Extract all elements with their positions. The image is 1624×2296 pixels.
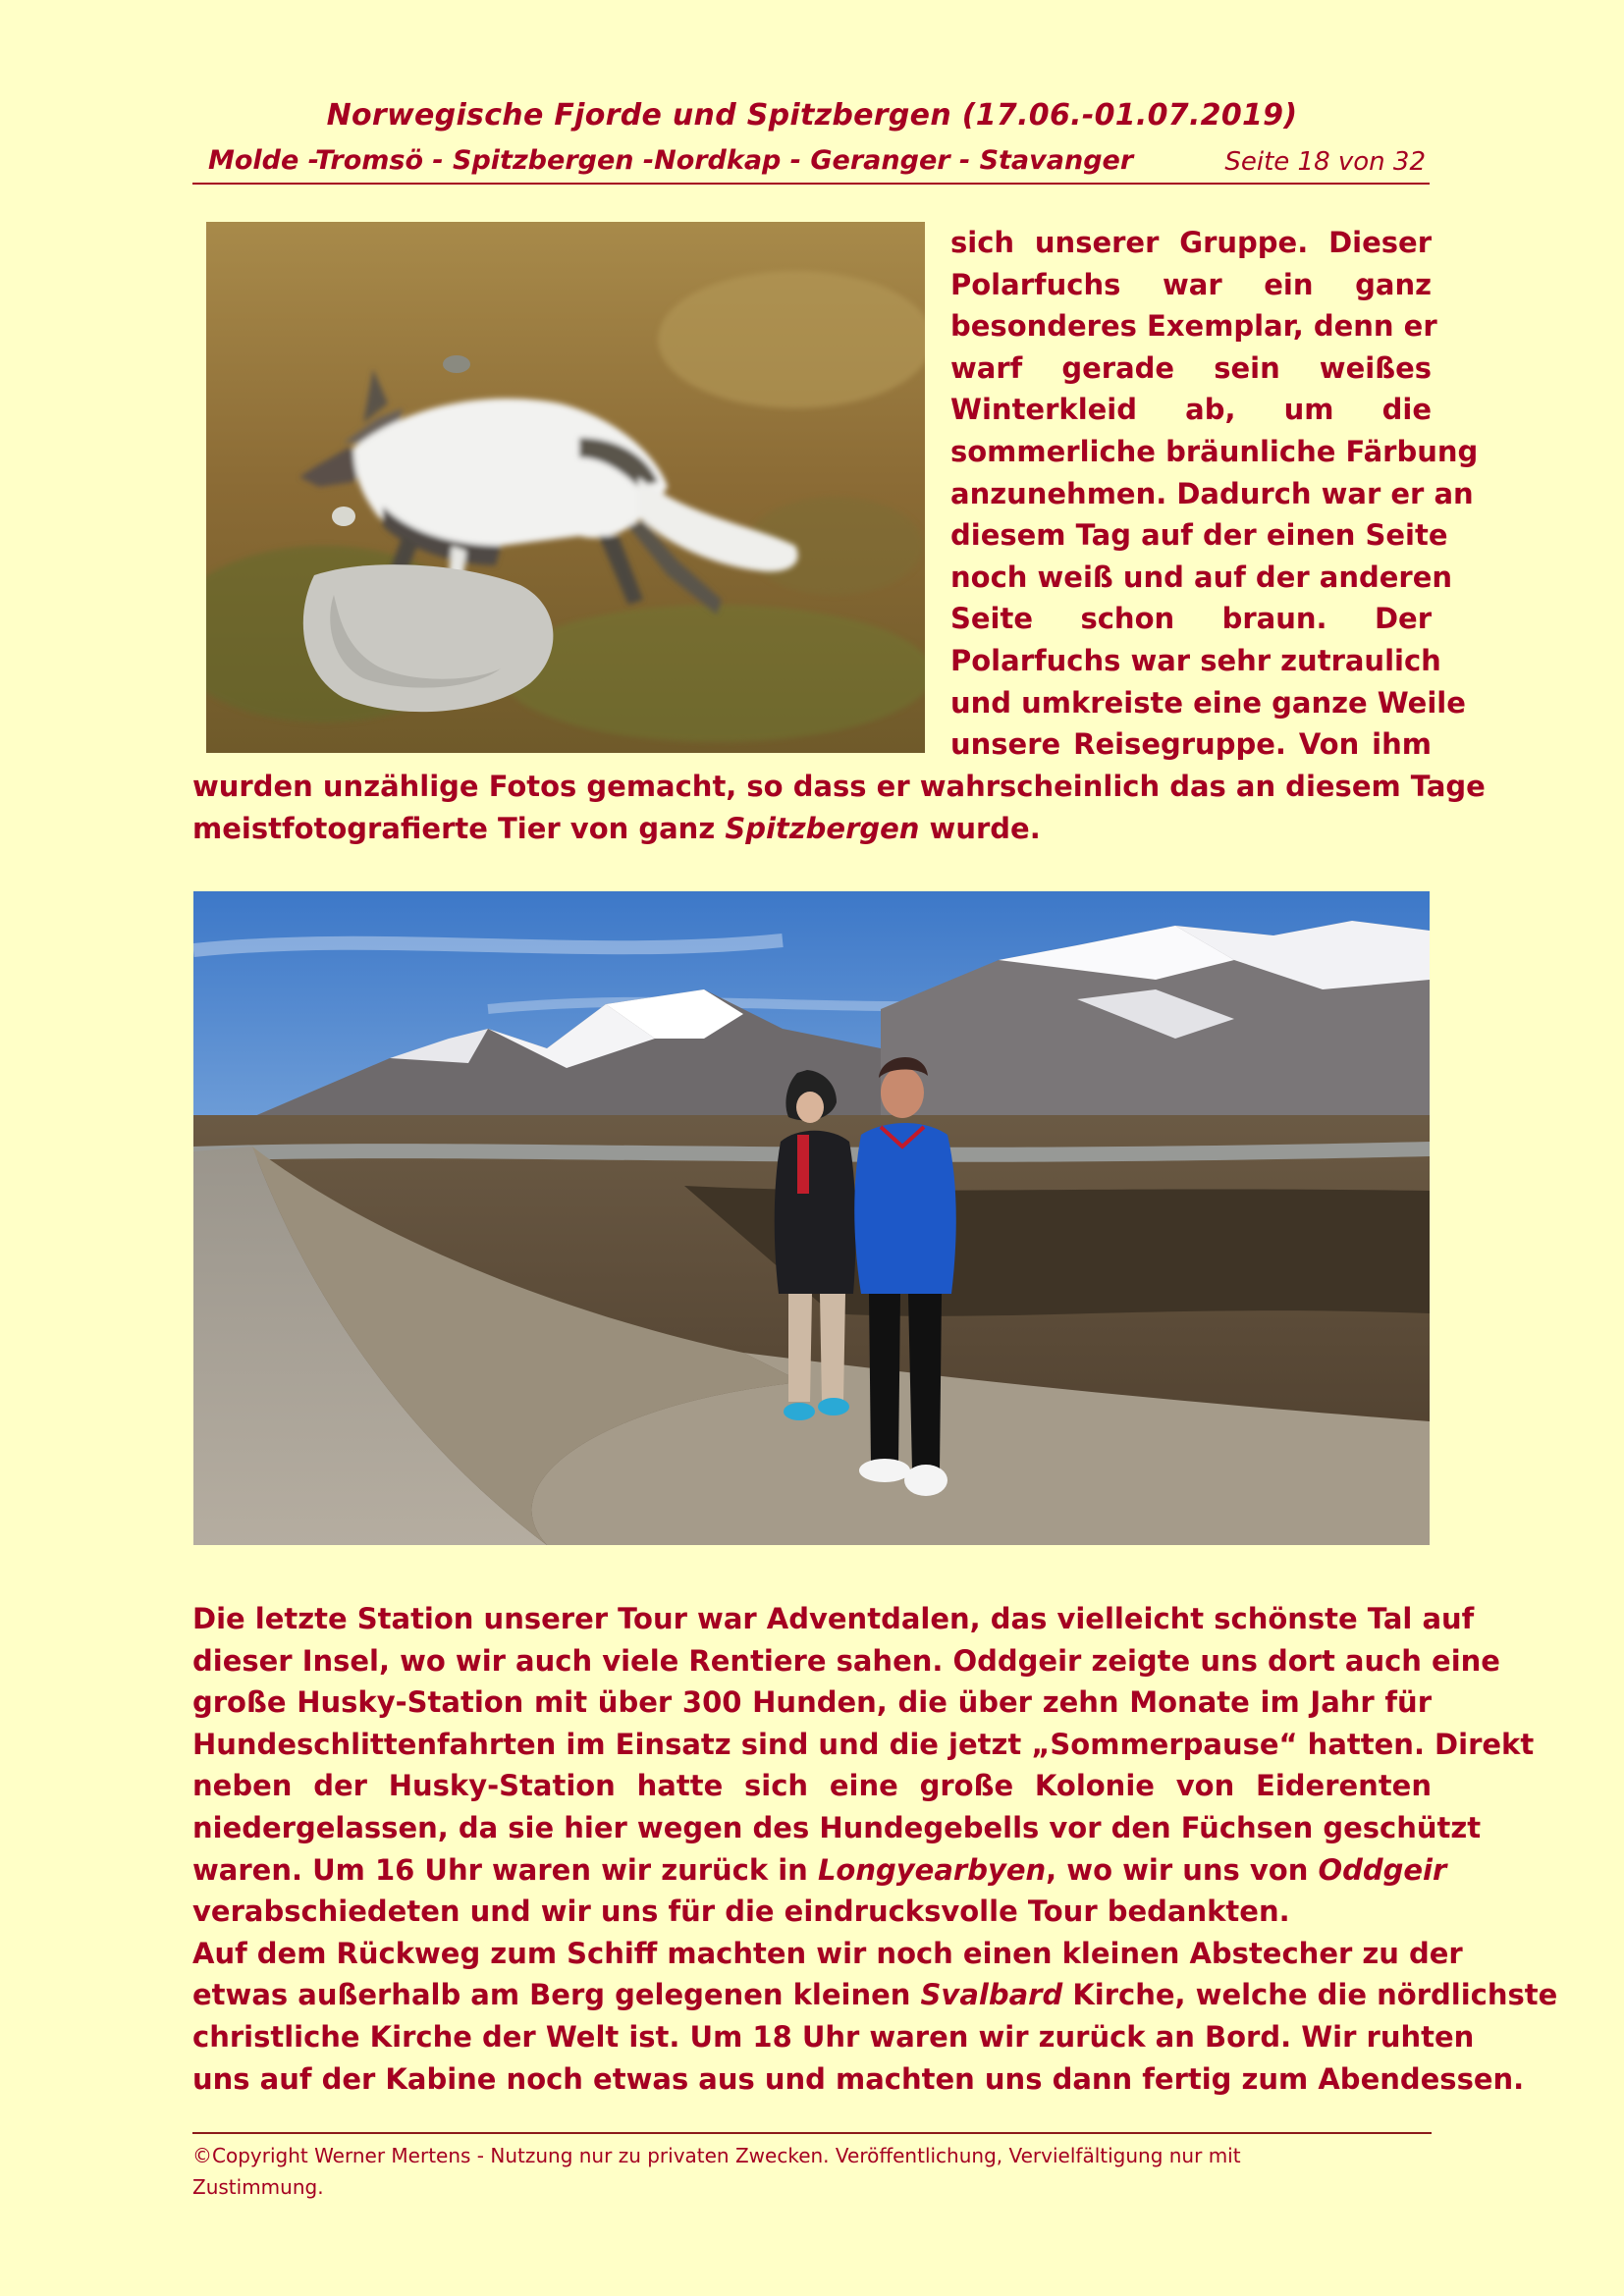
text-line: Die letzte Station unserer Tour war Adventdalen, das vielleicht schönste Tal auf: [192, 1602, 1475, 1635]
text-line: uns auf der Kabine noch etwas aus und machten uns dann fertig zum Abendessen.: [192, 2061, 1525, 2096]
text-line: große Husky-Station mit über 300 Hunden, die über zehn Monate im Jahr für: [192, 1685, 1432, 1720]
place-name: Longyearbyen: [817, 1852, 1047, 1887]
footer-line: ©Copyright Werner Mertens - Nutzung nur zu privaten Zwecken. Veröffentlichung, Vervielfältigung nur mit: [192, 2144, 1241, 2167]
text-line: unsere Reisegruppe. Von ihm: [950, 727, 1432, 762]
copyright-footer: [192, 2140, 1371, 2203]
text-line: christliche Kirche der Welt ist. Um 18 Uhr waren wir zurück an Bord. Wir ruhten: [192, 2019, 1475, 2054]
text-line: Auf dem Rückweg zum Schiff machten wir noch einen kleinen Abstecher zu der: [192, 1936, 1463, 1970]
arctic-fox-photo: [206, 222, 925, 753]
adventdalen-paragraph: [192, 1598, 1558, 2100]
footer-line: Zustimmung.: [192, 2175, 324, 2199]
text-line: besonderes Exemplar, denn er: [950, 309, 1437, 344]
text-line: sommerliche bräunliche Färbung: [950, 434, 1479, 468]
text-line: Seite schon braun. Der: [950, 602, 1432, 636]
place-name: Spitzbergen: [725, 811, 920, 845]
text-line: diesem Tag auf der einen Seite: [950, 518, 1448, 553]
route-text: Molde -Tromsö - Spitzbergen -Nordkap - Geranger - Stavanger: [208, 145, 1134, 176]
text-line: warf gerade sein weißes: [950, 350, 1432, 385]
text-line: noch weiß und auf der anderen: [950, 560, 1453, 594]
page-number: Seite 18 von 32: [1224, 147, 1426, 177]
text-line: Polarfuchs war ein ganz: [950, 267, 1432, 301]
text-line: meistfotografierte Tier von ganz Spitzbergen wurde.: [192, 811, 1041, 845]
text-line: wurden unzählige Fotos gemacht, so dass er wahrscheinlich das an diesem Tage: [192, 770, 1486, 803]
adventdalen-photo: [193, 891, 1430, 1545]
document-subheader: [192, 143, 1430, 185]
text-line: waren. Um 16 Uhr waren wir zurück in Longyearbyen, wo wir uns von Oddgeir: [192, 1852, 1447, 1887]
text-line: anzunehmen. Dadurch war er an: [950, 476, 1474, 510]
text-line: sich unserer Gruppe. Dieser: [950, 226, 1432, 259]
fox-text-continuation: [192, 766, 1486, 849]
document-title: Norwegische Fjorde und Spitzbergen (17.06.-01.07.2019): [326, 98, 1298, 133]
text-line: niedergelassen, da sie hier wegen des Hundegebells vor den Füchsen geschützt: [192, 1810, 1482, 1844]
text-line: Winterkleid ab, um die: [950, 393, 1432, 427]
fox-text-column: [950, 222, 1479, 766]
text-line: dieser Insel, wo wir auch viele Rentiere sahen. Oddgeir zeigte uns dort auch eine: [192, 1643, 1500, 1678]
text-line: verabschiedeten und wir uns für die eindrucksvolle Tour bedankten.: [192, 1895, 1290, 1929]
person-name: Oddgeir: [1318, 1852, 1447, 1887]
place-name: Svalbard: [920, 1978, 1063, 2012]
text-line: Polarfuchs war sehr zutraulich: [950, 643, 1441, 677]
footer-divider: [192, 2132, 1432, 2134]
text-line: Hundeschlittenfahrten im Einsatz sind und die jetzt „Sommerpause“ hatten. Direkt: [192, 1727, 1535, 1761]
text-line: neben der Husky-Station hatte sich eine große Kolonie von Eiderenten: [192, 1769, 1432, 1803]
text-line: und umkreiste eine ganze Weile: [950, 685, 1466, 720]
text-line: etwas außerhalb am Berg gelegenen kleinen Svalbard Kirche, welche die nördlichste: [192, 1978, 1558, 2012]
